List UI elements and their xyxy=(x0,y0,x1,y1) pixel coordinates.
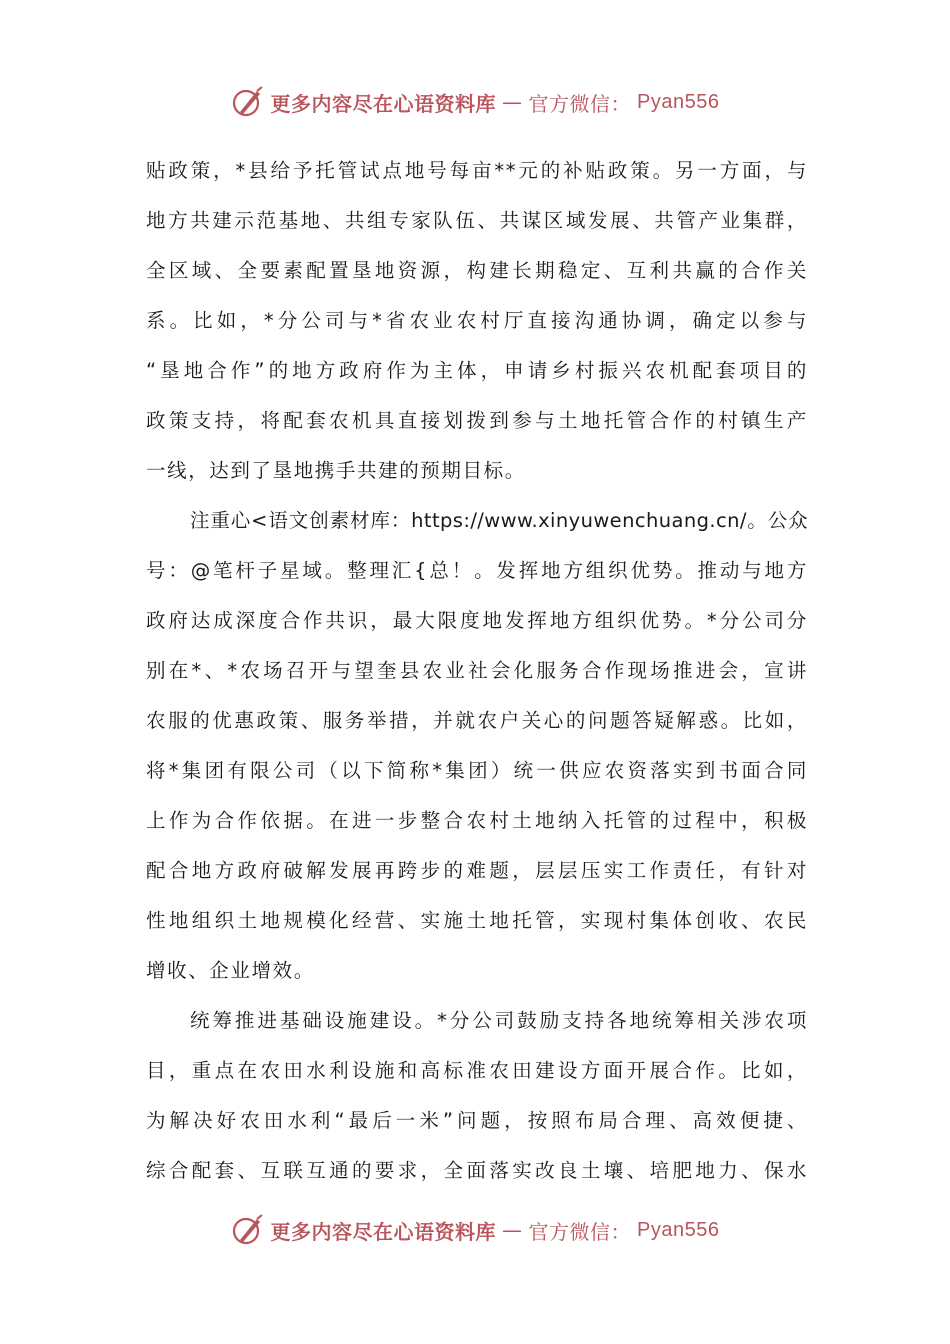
text-line: 全区域、全要素配置垦地资源，构建长期稳定、互利共赢的合作关 xyxy=(146,259,808,282)
quill-pen-icon xyxy=(231,1213,265,1247)
text-line: 统筹推进基础设施建设。*分公司鼓励支持各地统筹相关涉农项 xyxy=(190,1009,808,1032)
text-line: 政府达成深度合作共识，最大限度地发挥地方组织优势。*分公司分 xyxy=(146,609,808,632)
watermark-dash: — xyxy=(502,90,523,114)
watermark-official-label: 官方微信： xyxy=(528,91,632,116)
text-line: 系。比如，*分公司与*省农业农村厅直接沟通协调，确定以参与 xyxy=(146,309,808,332)
text-line: 增收、企业增效。 xyxy=(146,959,315,982)
watermark-main-text: 更多内容尽在心语资料库 xyxy=(270,1219,497,1244)
footer-watermark xyxy=(0,1210,950,1250)
watermark-dash: — xyxy=(502,1218,523,1242)
watermark-wechat-id: Pyan556 xyxy=(637,1218,720,1241)
quill-pen-icon xyxy=(231,85,265,119)
watermark-main-text: 更多内容尽在心语资料库 xyxy=(270,91,497,116)
text-line: 将*集团有限公司（以下简称*集团）统一供应农资落实到书面合同 xyxy=(146,759,808,782)
text-line: 配合地方政府破解发展再跨步的难题，层层压实工作责任，有针对 xyxy=(146,859,808,882)
watermark-wechat-id: Pyan556 xyxy=(637,90,720,113)
text-line: 地方共建示范基地、共组专家队伍、共谋区域发展、共管产业集群， xyxy=(146,209,808,232)
text-line: 综合配套、互联互通的要求，全面落实改良土壤、培肥地力、保水 xyxy=(146,1159,808,1182)
text-line: “垦地合作”的地方政府作为主体，申请乡村振兴农机配套项目的 xyxy=(146,359,808,382)
text-line: 注重心<语文创素材库：https://www.xinyuwenchuang.cn/。公众 xyxy=(190,509,808,532)
text-line: 性地组织土地规模化经营、实施土地托管，实现村集体创收、农民 xyxy=(146,909,808,932)
text-line: 别在*、*农场召开与望奎县农业社会化服务合作现场推进会，宣讲 xyxy=(146,659,808,682)
text-line: 政策支持，将配套农机具直接划拨到参与土地托管合作的村镇生产 xyxy=(146,409,808,432)
text-line: 农服的优惠政策、服务举措，并就农户关心的问题答疑解惑。比如， xyxy=(146,709,808,732)
text-line: 上作为合作依据。在进一步整合农村土地纳入托管的过程中，积极 xyxy=(146,809,808,832)
text-line: 目，重点在农田水利设施和高标准农田建设方面开展合作。比如， xyxy=(146,1059,808,1082)
text-line: 为解决好农田水利“最后一米”问题，按照布局合理、高效便捷、 xyxy=(146,1109,808,1132)
header-watermark xyxy=(0,82,950,122)
document-body xyxy=(146,146,808,1196)
watermark-official-label: 官方微信： xyxy=(528,1219,632,1244)
text-line: 号：@笔杆子星域。整理汇{总！。发挥地方组织优势。推动与地方 xyxy=(146,559,808,582)
text-line: 贴政策，*县给予托管试点地号每亩**元的补贴政策。另一方面，与 xyxy=(146,159,808,182)
text-line: 一线，达到了垦地携手共建的预期目标。 xyxy=(146,459,526,482)
